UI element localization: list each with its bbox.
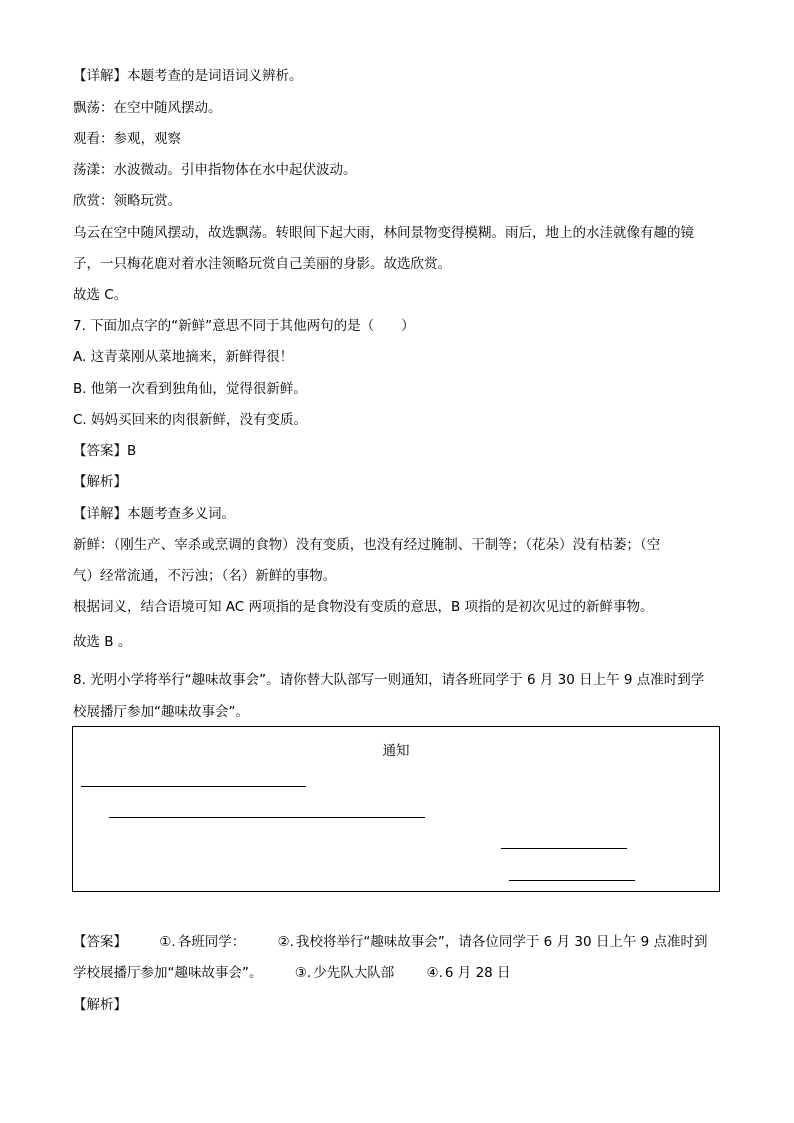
q6-choice: 故选 C。	[73, 287, 128, 303]
answer-text: 学校展播厅参加“趣味故事会”。	[73, 965, 263, 981]
blank-line	[501, 848, 627, 849]
q7-option-b: B. 他第一次看到独角仙，觉得很新鲜。	[73, 381, 307, 397]
notice-title: 通知	[382, 743, 410, 759]
q7-detail: 【详解】本题考查多义词。	[73, 506, 235, 522]
answer-label: 【答案】	[73, 934, 127, 950]
blank-line	[81, 786, 306, 787]
q7-analysis-label: 【解析】	[73, 474, 127, 490]
q8-question: 8. 光明小学将举行“趣味故事会”。请你替大队部写一则通知，请各班同学于 6 月 30 日上午 9 点准时到学	[73, 672, 705, 688]
q6-definition: 欣赏：领略玩赏。	[73, 193, 181, 209]
answer-text: 6 月 28 日	[444, 965, 511, 981]
answer-mark: ②.	[277, 934, 294, 950]
q7-option-c: C. 妈妈买回来的肉很新鲜，没有变质。	[73, 412, 308, 428]
q7-choice: 故选 B 。	[73, 634, 132, 650]
q7-answer: 【答案】B	[73, 443, 137, 459]
answer-text: 各班同学：	[177, 934, 246, 950]
q6-definition: 飘荡：在空中随风摆动。	[73, 100, 222, 116]
answer-text: 少先队大队部	[313, 965, 395, 981]
q8-analysis-label: 【解析】	[73, 997, 127, 1013]
q6-definition: 荡漾：水波微动。引申指物体在水中起伏波动。	[73, 162, 357, 178]
q7-question: 7. 下面加点字的“新鲜”意思不同于其他两句的是（ ）	[73, 318, 415, 334]
q7-option-a: A. 这青菜刚从菜地摘来，新鲜得很！	[73, 349, 294, 365]
q7-meaning: 气）经常流通，不污浊；（名）新鲜的事物。	[73, 568, 337, 584]
q6-detail: 【详解】本题考查的是词语词义辨析。	[73, 68, 303, 84]
q6-explanation: 子，一只梅花鹿对着水洼领略玩赏自己美丽的身影。故选欣赏。	[73, 256, 451, 272]
answer-mark: ①.	[159, 934, 176, 950]
q7-reason: 根据词义，结合语境可知 AC 两项指的是食物没有变质的意思，B 项指的是初次见过的新鲜事物。	[73, 599, 654, 615]
q8-question: 校展播厅参加“趣味故事会”。	[73, 704, 249, 720]
q8-answer	[73, 964, 511, 982]
answer-mark: ③.	[294, 965, 312, 981]
answer-mark: ④.	[426, 965, 443, 981]
notice-box	[72, 726, 720, 892]
blank-line	[109, 817, 425, 818]
answer-text: 我校将举行“趣味故事会”，请各位同学于 6 月 30 日上午 9 点准时到	[295, 934, 708, 950]
q7-meaning: 新鲜：（刚生产、宰杀或烹调的食物）没有变质，也没有经过腌制、干制等；（花朵）没有枯萎；（空	[73, 537, 661, 553]
blank-line	[509, 880, 635, 881]
q6-explanation: 乌云在空中随风摆动，故选飘荡。转眼间下起大雨，林间景物变得模糊。雨后，地上的水洼就像有趣的镜	[73, 225, 694, 241]
q6-definition: 观看：参观，观察	[73, 131, 181, 147]
q8-answer	[73, 933, 708, 951]
